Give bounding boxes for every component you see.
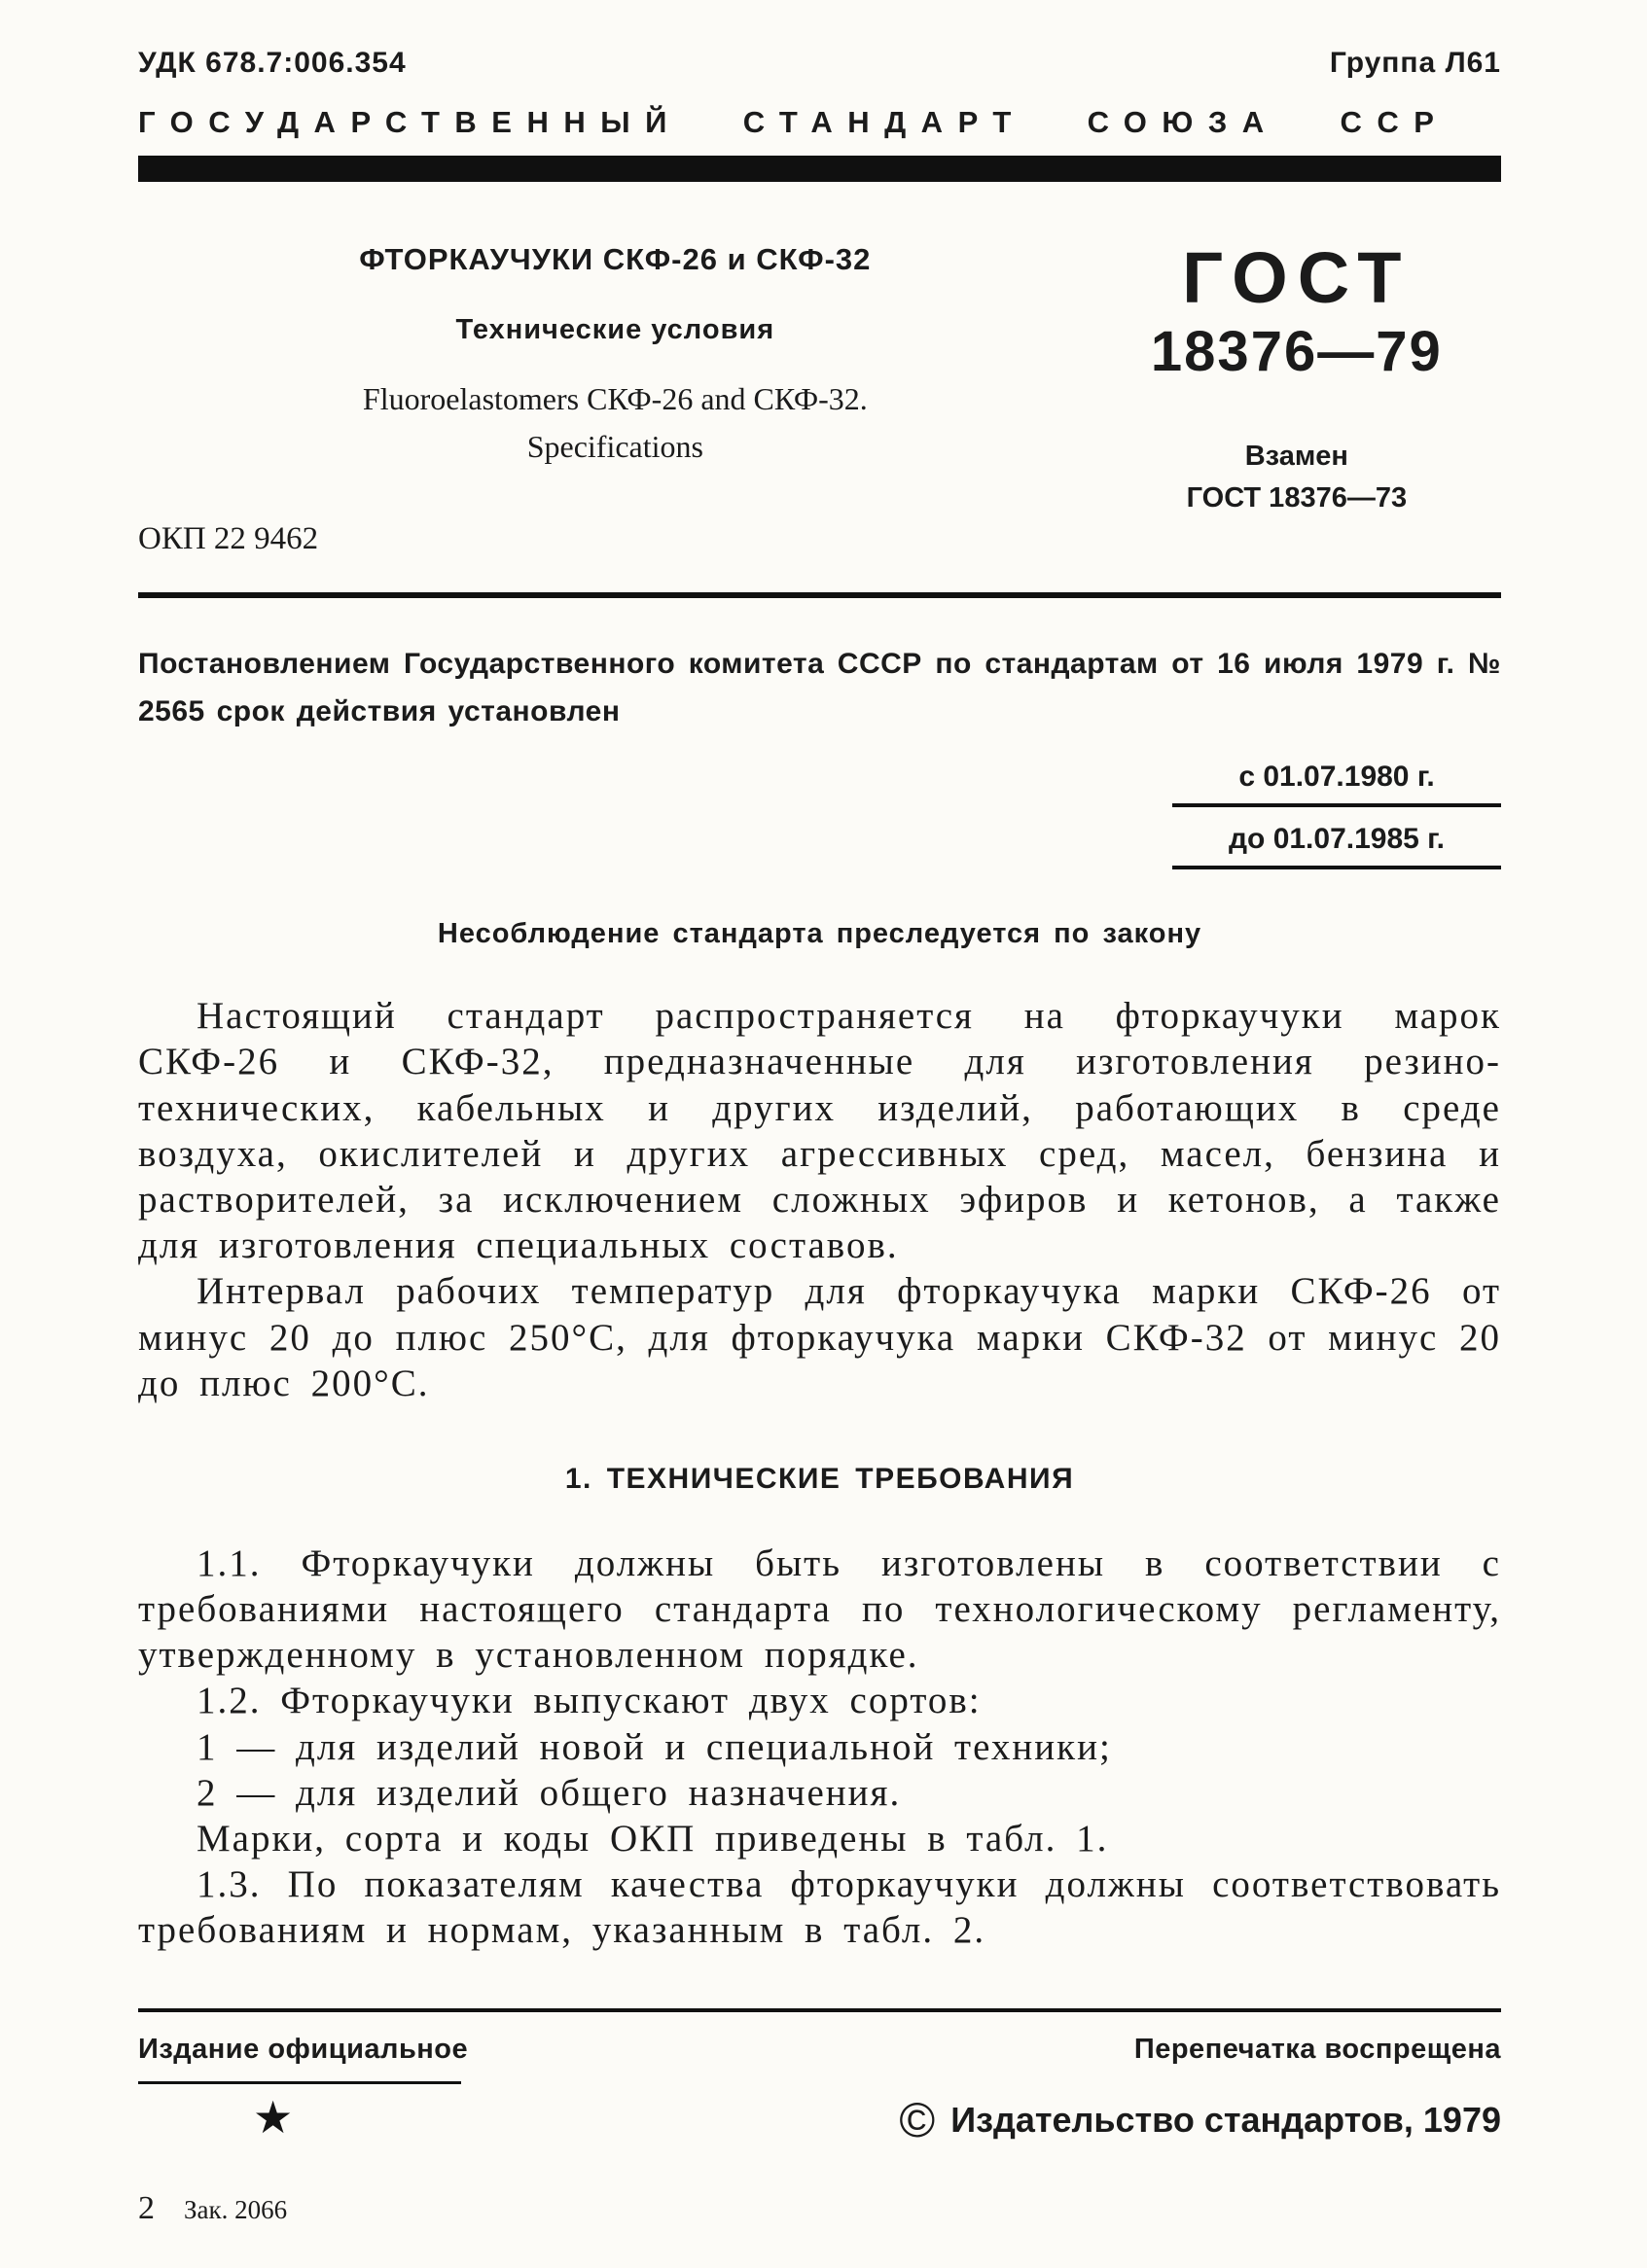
gost-number: 18376—79 [1150,320,1443,383]
copyright-line [899,2092,1501,2147]
section-1-heading: 1. ТЕХНИЧЕСКИЕ ТРЕБОВАНИЯ [564,1462,1075,1495]
grade-item-1: 1 — для изделий новой и специальной техники; [197,1725,1112,1768]
replaces-number: ГОСТ 18376—73 [1186,482,1408,514]
order-number: Зак. 2066 [184,2195,288,2224]
copyright-icon: © [899,2092,936,2147]
table-reference: Марки, сорта и коды ОКП приведены в табл. 1. [197,1818,1109,1860]
standard-title-en: Fluoroelastomers СКФ-26 and СКФ-32. [362,381,868,416]
intro-paragraph-2: Интервал рабочих температур для фторкаучука марки СКФ-26 от минус 20 до плюс 250°С, для фторкаучука марки СКФ-32 от минус 20 до плюс 200°С. [138,1270,1501,1404]
replaces-label: Взамен [1244,441,1348,472]
title-left-column [138,242,1092,557]
reprint-prohibited-label: Перепечатка воспрещена [1133,2033,1501,2065]
okp-code: ОКП 22 9462 [138,521,319,556]
valid-to-date: до 01.07.1985 г. [1172,823,1501,869]
state-standard-heading: ГОСУДАРСТВЕННЫЙ СТАНДАРТ СОЮЗА ССР [138,105,1450,139]
intro-paragraph-1: Настоящий стандарт распространяется на фторкаучуки марок СКФ-26 и СКФ-32, предназначенные для изготовления резино-технических, кабельных и других изделий, работающих в среде воздуха, окислителей и других агрессивных сред, масел, бензина и растворителей, за исключением сложных эфиров и кетонов, а также для изготовления специальных составов. [138,995,1501,1267]
validity-dates [138,745,1501,869]
footer-labels-row [138,2034,1501,2066]
masthead [138,47,1501,80]
enforcement-notice: Несоблюдение стандарта преследуется по закону [437,918,1202,950]
official-edition-label: Издание официальное [138,2033,469,2065]
clause-1-3: 1.3. По показателям качества фторкаучуки должны соответствовать требованиям и нормам, указанным в табл. 2. [138,1863,1501,1952]
group-code: Группа Л61 [1329,47,1501,79]
standard-subtitle-ru: Технические условия [455,314,775,345]
bottom-row [138,2190,1501,2227]
clause-1-1: 1.1. Фторкаучуки должны быть изготовлены в соответствии с требованиями настоящего стандарта по технологическому регламенту, утвержденному в установленном порядке. [138,1542,1501,1677]
grade-item-2: 2 — для изделий общего назначения. [197,1771,902,1814]
valid-from-date: с 01.07.1980 г. [1172,761,1501,807]
udk-code: УДК 678.7:006.354 [138,47,407,79]
publisher-name: Издательство стандартов, 1979 [950,2099,1501,2140]
title-right-column [1092,237,1501,557]
gost-word: ГОСТ [1182,237,1412,318]
standard-title-ru: ФТОРКАУЧУКИ СКФ-26 и СКФ-32 [359,242,872,276]
masthead-bar [138,156,1501,182]
title-divider-rule [138,592,1501,598]
clause-1-2: 1.2. Фторкаучуки выпускают двух сортов: [197,1680,982,1722]
page-number: 2 [138,2190,155,2226]
decree-paragraph: Постановлением Государственного комитета СССР по стандартам от 16 июля 1979 г. № 2565 срок действия установлен [138,648,1501,727]
star-icon: ★ [253,2092,294,2143]
title-block [138,237,1501,557]
footer-divider-rule [138,2008,1501,2012]
imprint-row [138,2092,1501,2147]
official-edition-underline [138,2081,461,2084]
standard-subtitle-en: Specifications [526,429,703,464]
